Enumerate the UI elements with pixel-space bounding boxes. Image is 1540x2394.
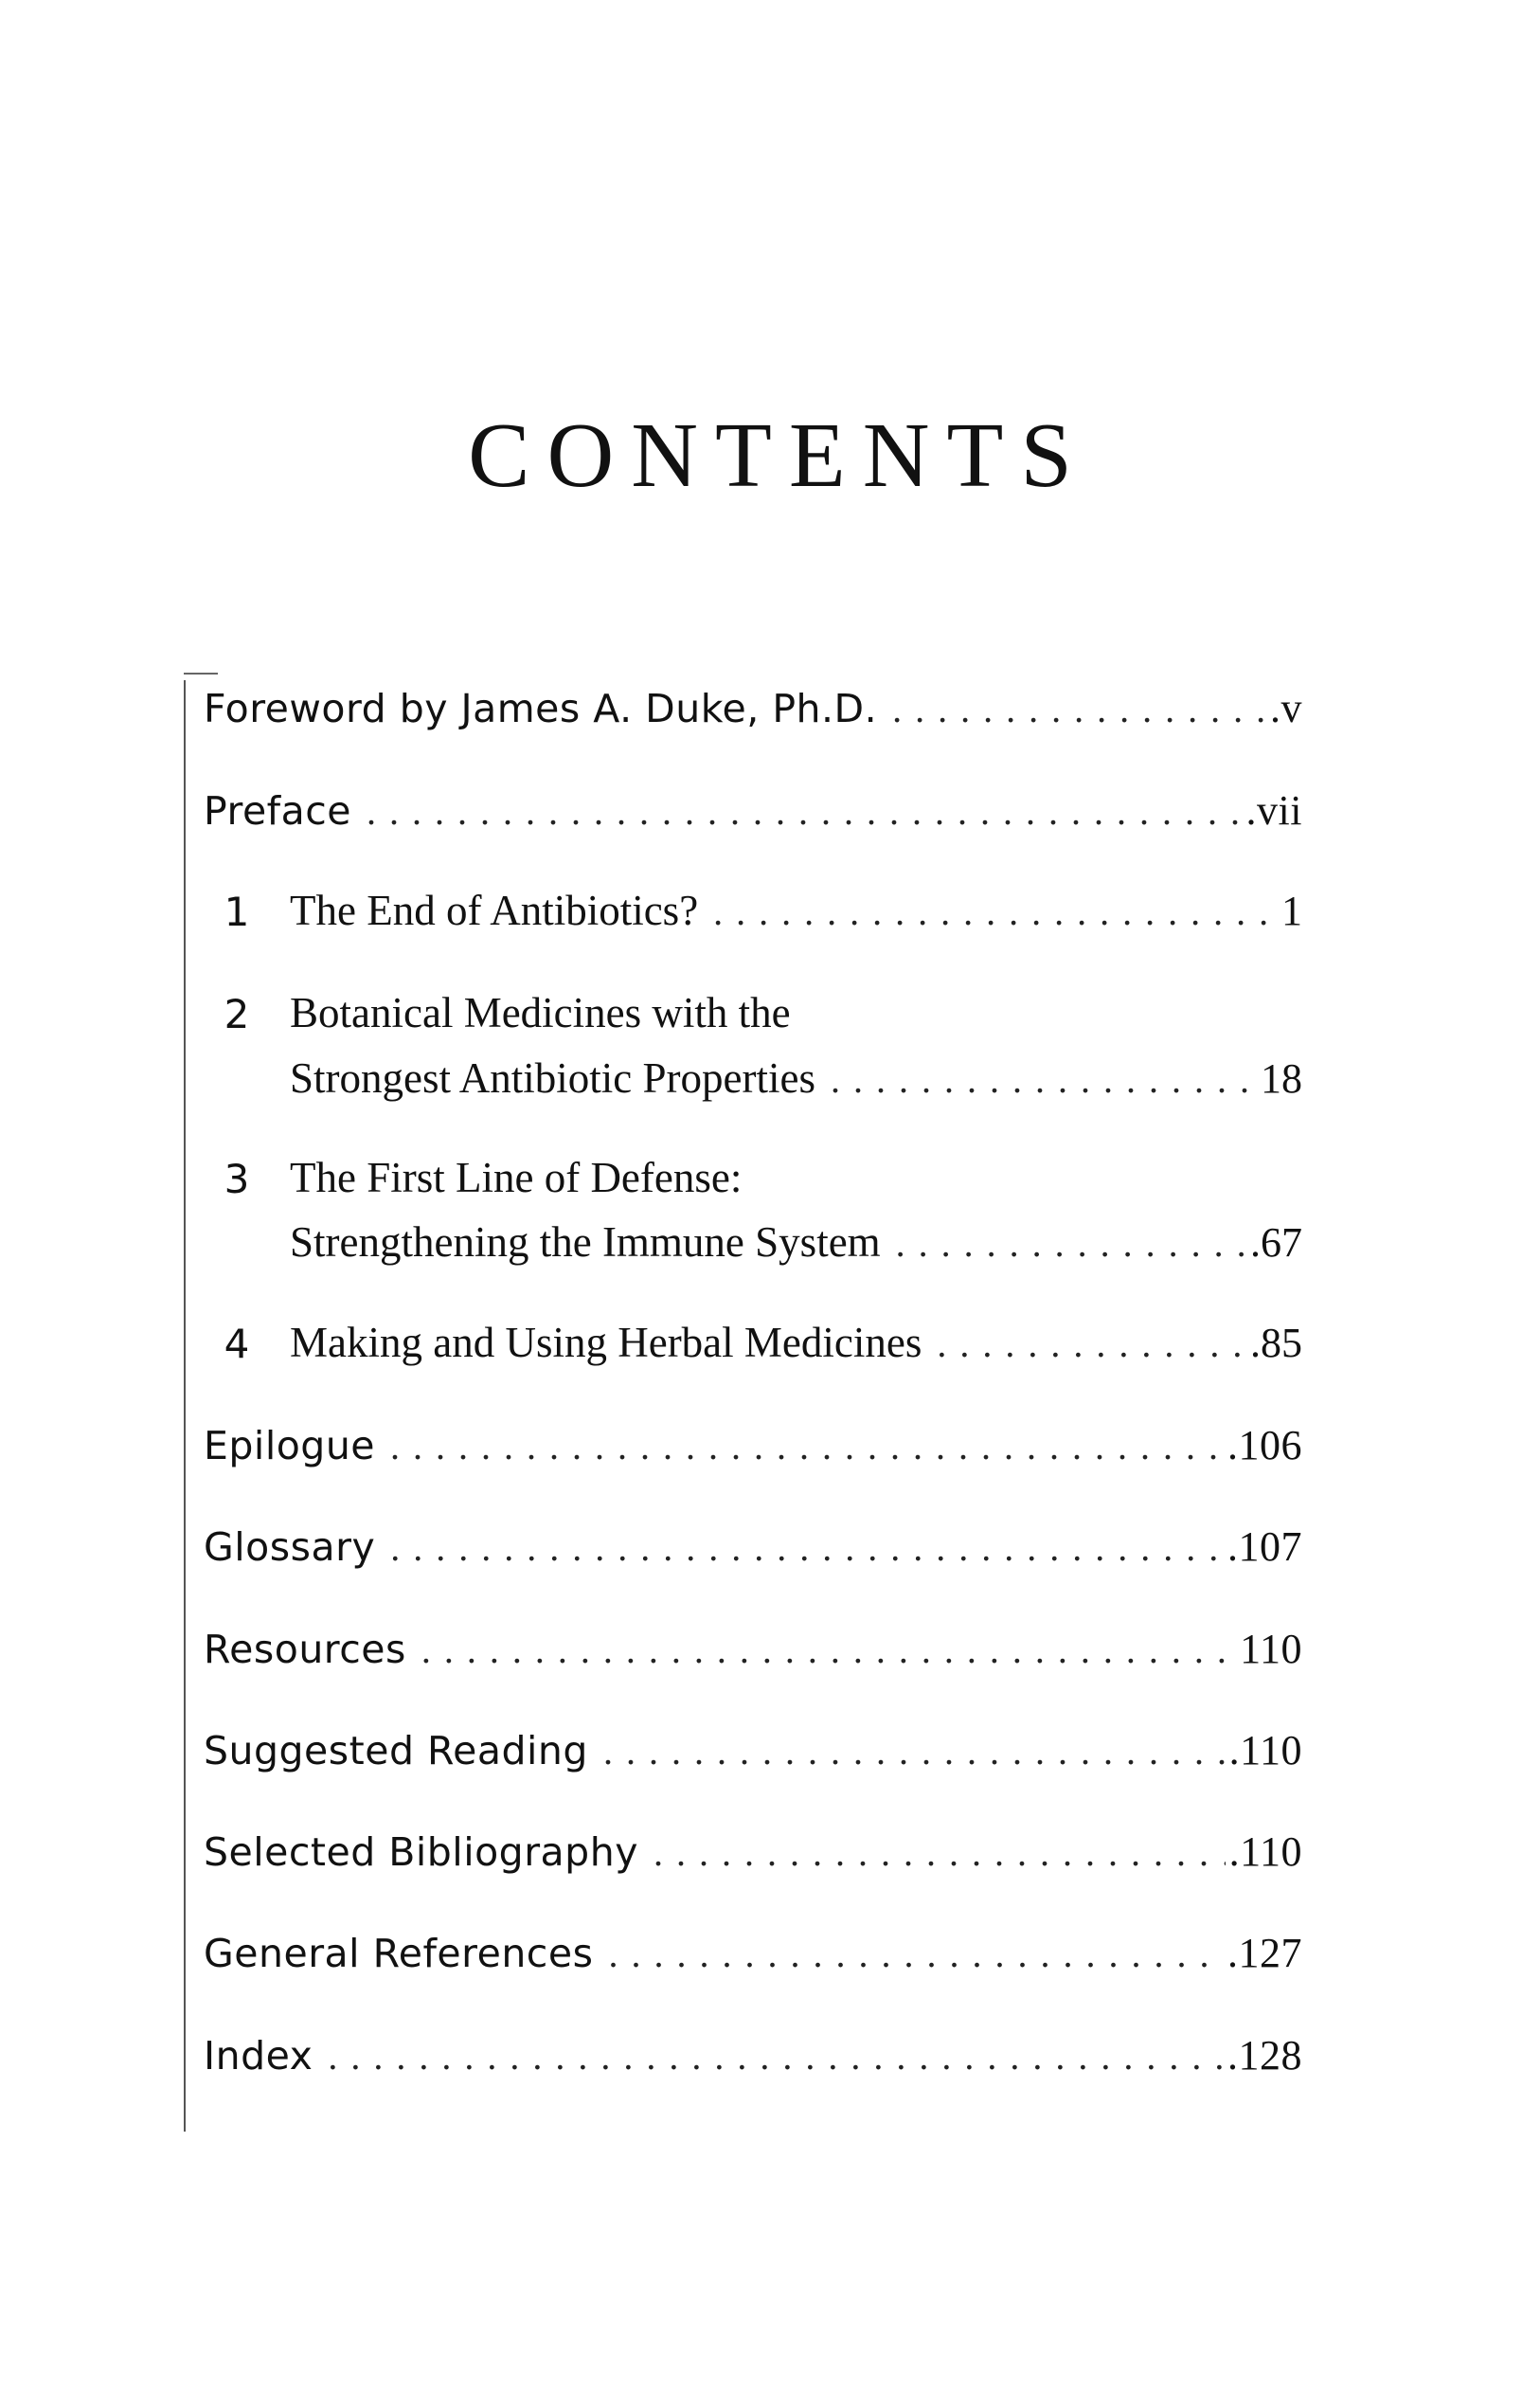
leader-dots bbox=[421, 1628, 1236, 1672]
chapter-number: 3 bbox=[224, 1156, 250, 1202]
toc-entry-label: Selected Bibliography bbox=[204, 1829, 638, 1875]
margin-rule bbox=[184, 680, 186, 2132]
leader-dots bbox=[390, 1424, 1224, 1468]
toc-entry-page: 110 bbox=[1240, 1626, 1302, 1672]
toc-entry-glossary[interactable] bbox=[204, 1522, 1302, 1571]
toc-entry-label: Strongest Antibiotic Properties bbox=[290, 1054, 815, 1102]
toc-entry-page: .110 bbox=[1228, 1828, 1302, 1875]
leader-dots bbox=[603, 1729, 1226, 1773]
toc-entry-page: .107 bbox=[1227, 1523, 1302, 1570]
toc-entry-page: .128 bbox=[1227, 2032, 1302, 2079]
page-title: CONTENTS bbox=[468, 405, 1089, 507]
leader-dots bbox=[390, 1525, 1224, 1570]
toc-entry-resources[interactable] bbox=[204, 1625, 1302, 1673]
leader-dots bbox=[896, 1221, 1246, 1266]
toc-entry-chapter-3[interactable] bbox=[290, 1217, 1302, 1267]
toc-entry-selected-bibliography[interactable] bbox=[204, 1827, 1302, 1876]
toc-entry-page: .67 bbox=[1250, 1219, 1302, 1266]
toc-entry-label: Strengthening the Immune System bbox=[290, 1218, 881, 1266]
leader-dots bbox=[608, 1932, 1224, 1976]
toc-entry-label: Epilogue bbox=[204, 1423, 376, 1468]
leader-dots bbox=[367, 789, 1243, 834]
toc-entry-index[interactable] bbox=[204, 2031, 1302, 2079]
toc-entry-general-references[interactable] bbox=[204, 1929, 1302, 1977]
toc-entry-label-line1: Botanical Medicines with the bbox=[290, 989, 791, 1036]
toc-entry-page: .127 bbox=[1227, 1930, 1302, 1976]
toc-entry-page: .vii bbox=[1245, 787, 1302, 834]
toc-entry-chapter-4[interactable] bbox=[290, 1318, 1302, 1367]
toc-entry-epilogue[interactable] bbox=[204, 1421, 1302, 1469]
toc-entry-label-line1: The First Line of Defense: bbox=[290, 1154, 743, 1201]
chapter-number: 1 bbox=[224, 889, 250, 935]
toc-entry-label: Suggested Reading bbox=[204, 1728, 588, 1773]
toc-entry-page: 18 bbox=[1261, 1055, 1302, 1102]
toc-entry-label: Making and Using Herbal Medicines bbox=[290, 1319, 922, 1366]
toc-entry-label: Preface bbox=[204, 788, 352, 834]
leader-dots bbox=[328, 2034, 1224, 2079]
leader-dots bbox=[937, 1322, 1246, 1366]
chapter-number: 4 bbox=[224, 1321, 250, 1367]
leader-dots bbox=[892, 687, 1266, 731]
toc-entry-label: Foreword by James A. Duke, Ph.D. bbox=[204, 686, 878, 731]
toc-entry-label: Resources bbox=[204, 1627, 406, 1672]
margin-rule-cap bbox=[184, 673, 218, 675]
toc-entry-foreword[interactable] bbox=[204, 684, 1302, 732]
leader-dots bbox=[713, 890, 1278, 934]
toc-entry-label: Index bbox=[204, 2033, 313, 2079]
toc-entry-page: .v bbox=[1270, 685, 1302, 731]
toc-entry-page: .85 bbox=[1250, 1320, 1302, 1366]
chapter-number: 2 bbox=[224, 991, 250, 1037]
toc-entry-label: General References bbox=[204, 1931, 594, 1976]
toc-entry-page: .106 bbox=[1227, 1422, 1302, 1468]
leader-dots bbox=[831, 1057, 1257, 1102]
toc-entry-chapter-2[interactable] bbox=[290, 1053, 1302, 1103]
leader-dots bbox=[654, 1830, 1226, 1875]
toc-entry-suggested-reading[interactable] bbox=[204, 1726, 1302, 1774]
toc-entry-page: 1 bbox=[1281, 888, 1302, 934]
toc-entry-preface[interactable] bbox=[204, 786, 1302, 835]
toc-entry-page: .110 bbox=[1228, 1727, 1302, 1773]
toc-entry-label: The End of Antibiotics? bbox=[290, 887, 699, 934]
toc-entry-chapter-1[interactable] bbox=[290, 886, 1302, 935]
toc-entry-label: Glossary bbox=[204, 1524, 376, 1570]
